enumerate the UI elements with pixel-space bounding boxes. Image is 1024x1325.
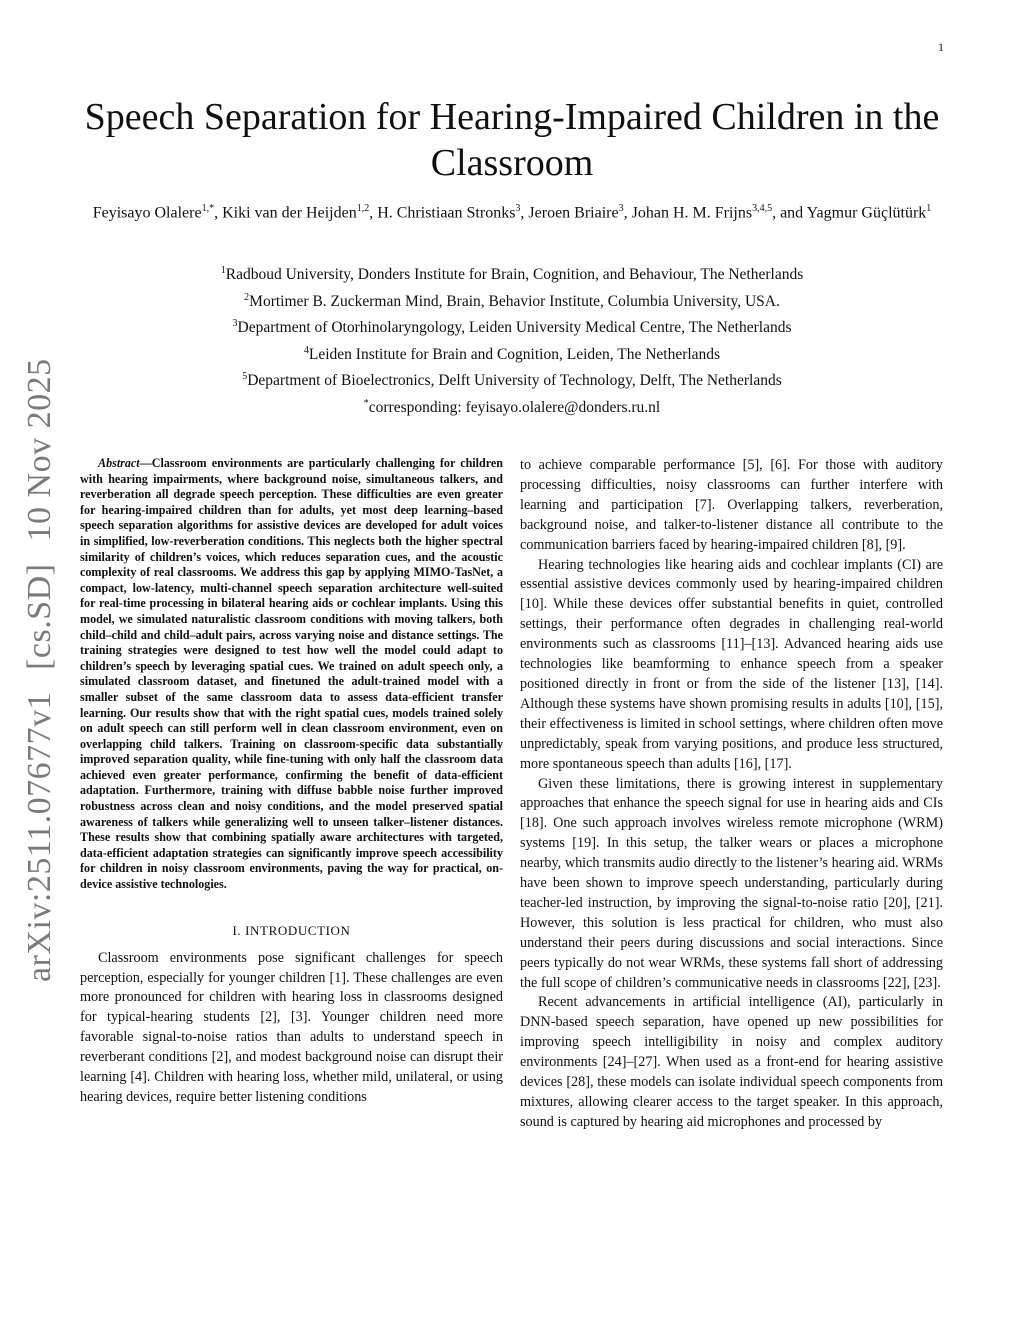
author-name: Yagmur Güçlütürk xyxy=(806,204,927,222)
author-affiliation-marker: 3 xyxy=(618,203,624,214)
affiliation-marker: 5 xyxy=(242,371,248,383)
section-heading xyxy=(80,923,503,939)
author-affiliation-marker: 1,2 xyxy=(356,203,370,214)
affiliation-line xyxy=(100,287,924,314)
author-name: Feyisayo Olalere xyxy=(92,204,202,222)
affiliation-line xyxy=(100,393,924,420)
author-list: Feyisayo Olalere$^{1,*}$, Kiki van der Heijden$^{1,2}$, H. Christiaan Stronks$^3$, Jeroen Briaire$^3$, Johan H. M. Frijns$^{3,4,5}$, and Yagmur Güçlütürk$^1$ xyxy=(92,203,932,222)
intro-body-left xyxy=(80,949,503,1108)
author-affiliation-marker: 3,4,5 xyxy=(752,203,773,214)
body-paragraph: Classroom environments pose significant challenges for speech perception, especially for younger children [1]. These challenges are even more pronounced for children with hearing loss in classrooms designed for typical-hearing students [2], [3]. Younger children need more favorable signal-to-noise ratios than adults to understand speech in reverberant conditions [2], and modest background noise can disrupt their learning [4]. Children with hearing loss, whether mild, unilateral, or using hearing devices, require better listening conditions xyxy=(80,949,503,1105)
abstract-text: —Classroom environments are particularly challenging for children with hearing impairments, where background noise, simultaneous talkers, and reverberation all degrade speech perception. These difficulties are even greater for hearing-impaired children than for adults, yet most deep learning–based speech separation algorithms for assistive devices are developed for adult voices in simplified, low-reverberation conditions. This neglects both the higher spectral similarity of children’s voices, which reduces separation cues, and the acoustic complexity of real classrooms. We address this gap by applying MIMO-TasNet, a compact, low-latency, multi-channel speech separation architecture well-suited for real-time processing in bilateral hearing aids or cochlear implants. Using this model, we simulated naturalistic classroom conditions with moving talkers, both child–child and child–adult pairs, across varying noise and distance settings. The training strategies were designed to test how well the model could adapt to children’s speech by leveraging spatial cues. We trained on adult speech only, a simulated classroom dataset, and finetuned the adult-trained model with a smaller subset of the same classroom data to assess data-efficient transfer learning. Our results show that with the right spatial cues, models trained solely on adult speech can still perform well in clean classroom environment, even on overlapping child talkers. Training on classroom-specific data substantially improved separation quality, while fine-tuning with only half the classroom data achieved even greater performance, confirming the benefit of data-efficient adaptation. Furthermore, training with diffuse babble noise further improved robustness across clean and noisy conditions, and the model preserved spatial awareness of talkers while generalizing well to unseen talker–listener distances. These results show that combining spatially aware architectures with targeted, data-efficient adaptation strategies can significantly improve speech accessibility for children in noisy classroom environments, paving the way for practical, on-device assistive technologies. xyxy=(80,456,503,892)
affiliation-line xyxy=(100,260,924,287)
body-paragraph: Given these limitations, there is growing interest in supplementary approaches that enhance the speech signal for use in hearing aids and CIs [18]. One such approach involves wireless remote microphone (WRM) systems [19]. In this setup, the talker wears or places a microphone nearby, which transmits audio directly to the listener’s hearing aid. WRMs have been shown to improve speech understanding, particularly during teacher-led instruction, by improving the signal-to-noise ratio [20], [21]. However, this solution is less practical for children, who must also understand their peers during discussions and social interactions. Since peers typically do not wear WRMs, these systems fall short of addressing the full scope of children’s communicative needs in classrooms [22], [23]. xyxy=(520,775,943,991)
affiliation-text: corresponding: feyisayo.olalere@donders.ru.nl xyxy=(368,398,661,416)
affiliation-marker: 1 xyxy=(220,265,226,276)
affiliation-marker: 2 xyxy=(244,291,250,303)
affiliation-line xyxy=(100,366,924,393)
section-number: I. xyxy=(232,922,242,938)
section-title-text: INTRODUCTION xyxy=(245,922,351,938)
intro-body-right xyxy=(520,456,943,1133)
affiliation-line xyxy=(100,340,924,367)
arxiv-date: 10 Nov 2025 xyxy=(21,358,58,542)
affiliation-marker: 4 xyxy=(303,344,309,356)
page-number: 1 xyxy=(938,40,944,54)
abstract-label: Abstract xyxy=(98,456,140,470)
affiliation-text: Department of Bioelectronics, Delft University of Technology, Delft, The Netherlands xyxy=(247,372,782,390)
author-name: Jeroen Briaire xyxy=(528,204,619,222)
affiliation-marker: * xyxy=(363,397,369,409)
arxiv-id[interactable]: arXiv:2511.07677v1 xyxy=(21,691,58,982)
author-name: Johan H. M. Frijns xyxy=(631,204,753,222)
affiliation-marker: 3 xyxy=(232,318,238,330)
affiliation-line xyxy=(100,313,924,340)
paper-title: Speech Separation for Hearing-Impaired Children in the Classroom xyxy=(84,96,940,184)
affiliation-list xyxy=(100,260,924,419)
arxiv-category: [cs.SD] xyxy=(21,563,58,670)
abstract xyxy=(80,456,503,893)
affiliation-text: Radboud University, Donders Institute for Brain, Cognition, and Behaviour, The Netherlands xyxy=(225,266,804,284)
affiliation-text: Department of Otorhinolaryngology, Leiden University Medical Centre, The Netherlands xyxy=(237,319,792,337)
author-affiliation-marker: 3 xyxy=(515,203,521,214)
left-column xyxy=(80,456,503,1108)
right-column xyxy=(520,456,943,1133)
body-paragraph: Recent advancements in artificial intelligence (AI), particularly in DNN-based speech separation, have opened up new possibilities for improving speech intelligibility in noisy and complex auditory environments [24]–[27]. When used as a front-end for hearing assistive devices [28], these models can isolate individual speech components from mixtures, allowing clearer access to the target speaker. In this approach, sound is captured by hearing aid microphones and processed by xyxy=(520,994,943,1130)
author-affiliation-marker: 1,* xyxy=(201,203,215,214)
body-paragraph: to achieve comparable performance [5], [6]. For those with auditory processing difficulties, noisy classrooms can further interfere with learning and participation [7]. Overlapping talkers, reverberation, background noise, and talker-to-listener distance all contribute to the communication barriers faced by hearing-impaired children [8], [9]. xyxy=(520,457,943,553)
author-affiliation-marker: 1 xyxy=(926,203,932,214)
author-name: Kiki van der Heijden xyxy=(222,204,357,222)
arxiv-stamp xyxy=(18,358,62,982)
affiliation-text: Mortimer B. Zuckerman Mind, Brain, Behavior Institute, Columbia University, USA. xyxy=(249,292,780,310)
author-name: H. Christiaan Stronks xyxy=(377,204,516,222)
body-paragraph: Hearing technologies like hearing aids and cochlear implants (CI) are essential assistive devices commonly used by hearing-impaired children [10]. While these devices offer substantial benefits in quiet, controlled settings, their performance often degrades in challenging real-world environments such as classrooms [11]–[13]. Advanced hearing aids use technologies like beamforming to enhance speech from a speaker positioned directly in front or from the side of the listener [13], [14]. Although these systems have shown promising results in adults [10], [15], their effectiveness is limited in school settings, where children often move unpredictably, speak from varying positions, and produce less structured, more spontaneous speech than adults [16], [17]. xyxy=(520,556,943,772)
affiliation-text: Leiden Institute for Brain and Cognition, Leiden, The Netherlands xyxy=(308,345,721,363)
